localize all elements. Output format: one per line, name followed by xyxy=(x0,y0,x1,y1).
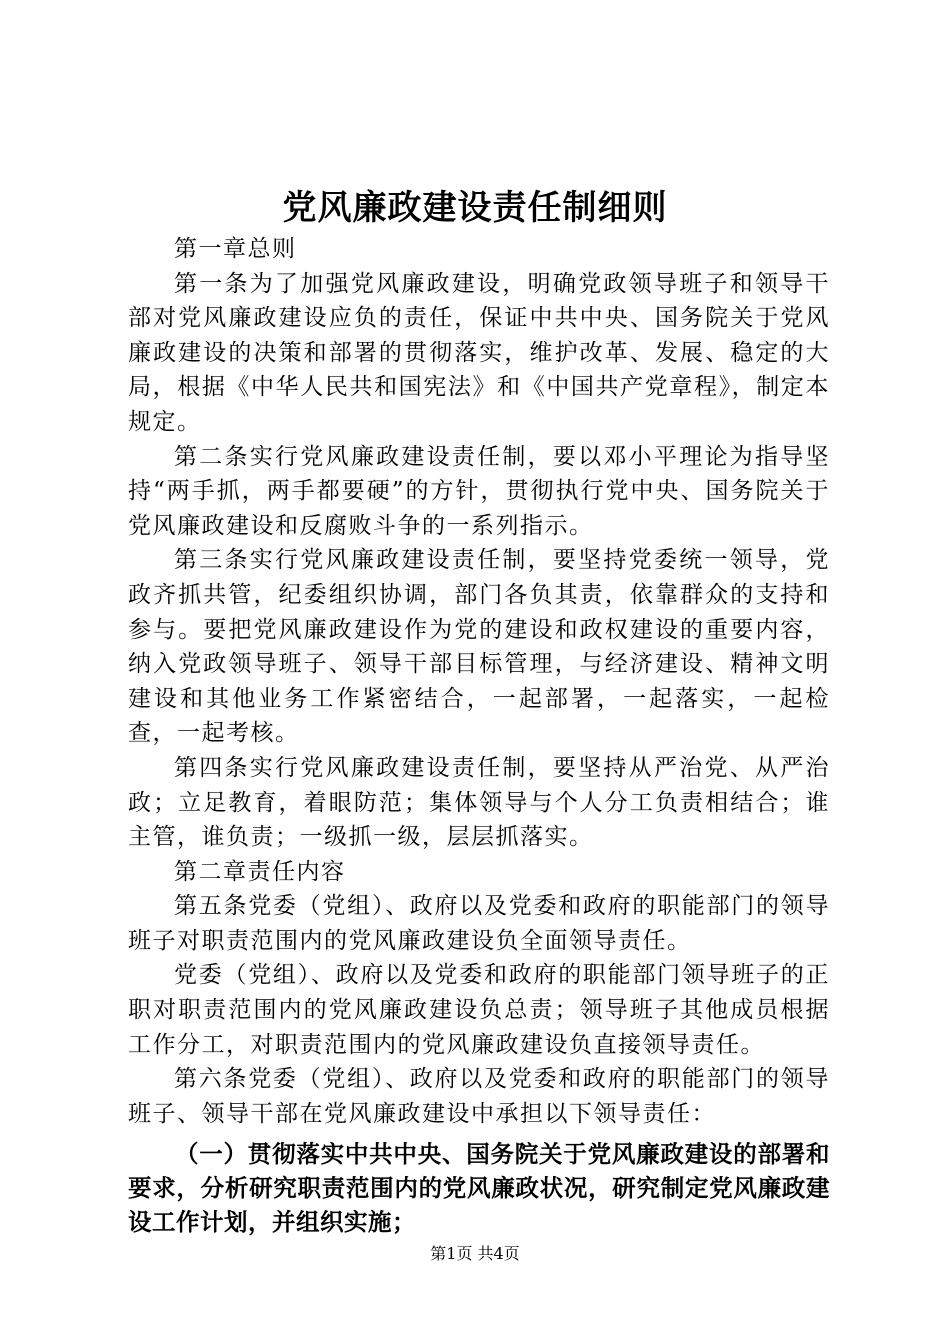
chapter-heading: 第二章责任内容 xyxy=(174,858,346,885)
article-paragraph: 第五条党委（党组）、政府以及党委和政府的职能部门的领导班子对职责范围内的党风廉政建设负全面领导责任。 xyxy=(128,893,830,954)
responsibility-item: （一）贯彻落实中共中央、国务院关于党风廉政建设的部署和要求，分析研究职责范围内的党风廉政状况，研究制定党风廉政建设工作计划，并组织实施； xyxy=(128,1140,830,1237)
article-paragraph: 第一条为了加强党风廉政建设，明确党政领导班子和领导干部对党风廉政建设应负的责任，保证中共中央、国务院关于党风廉政建设的决策和部署的贯彻落实，维护改革、发展、稳定的大局，根据《中华人民共和国宪法》和《中国共产党章程》，制定本规定。 xyxy=(128,270,830,435)
article-paragraph: 党委（党组）、政府以及党委和政府的职能部门领导班子的正职对职责范围内的党风廉政建设负总责；领导班子其他成员根据工作分工，对职责范围内的党风廉政建设负直接领导责任。 xyxy=(128,962,830,1058)
article-paragraph: 第三条实行党风廉政建设责任制，要坚持党委统一领导，党政齐抓共管，纪委组织协调，部门各负其责，依靠群众的支持和参与。要把党风廉政建设作为党的建设和政权建设的重要内容，纳入党政领导班子、领导干部目标管理，与经济建设、精神文明建设和其他业务工作紧密结合，一起部署，一起落实，一起检查，一起考核。 xyxy=(128,547,830,747)
article-paragraph: 第二条实行党风廉政建设责任制，要以邓小平理论为指导坚持“两手抓，两手都要硬”的方针，贯彻执行党中央、国务院关于党风廉政建设和反腐败斗争的一系列指示。 xyxy=(128,443,830,539)
document-title: 党风廉政建设责任制细则 xyxy=(282,188,668,228)
article-paragraph: 第六条党委（党组）、政府以及党委和政府的职能部门的领导班子、领导干部在党风廉政建设中承担以下领导责任： xyxy=(128,1066,830,1127)
document-body xyxy=(128,232,830,1239)
article-paragraph: 第四条实行党风廉政建设责任制，要坚持从严治党、从严治政；立足教育，着眼防范；集体领导与个人分工负责相结合；谁主管，谁负责；一级抓一级，层层抓落实。 xyxy=(128,754,830,851)
chapter-heading: 第一章总则 xyxy=(174,236,297,262)
page-number-footer: 第1页 共4页 xyxy=(430,1244,520,1263)
